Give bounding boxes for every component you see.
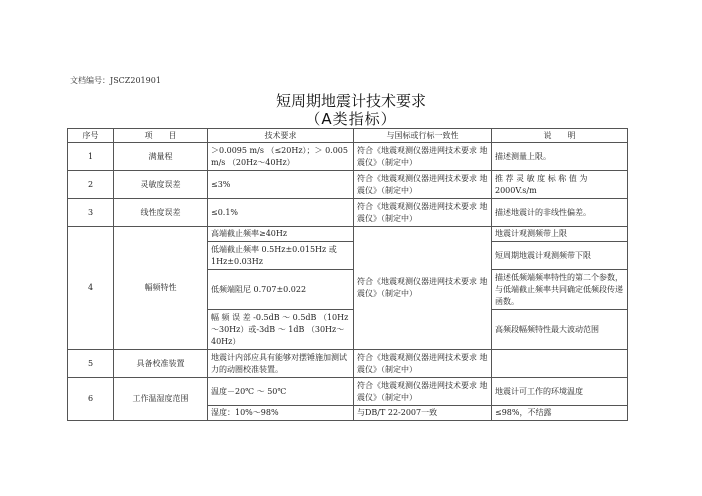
document-number: 文档编号：JSCZ201901 (70, 76, 161, 85)
row-no: 5 (68, 350, 114, 378)
table-row (68, 227, 628, 242)
row-requirement: ＞0.0095 m/s （≤20Hz）；＞ 0.005 m/s （20Hz～40Hz） (208, 143, 354, 171)
row-note: 描述测量上限。 (492, 143, 628, 171)
row-item: 灵敏度误差 (114, 171, 208, 199)
table-row (68, 143, 628, 171)
row-no: 6 (68, 378, 114, 421)
header-consistency: 与国标或行标一致性 (354, 129, 492, 143)
row-consistency: 与DB/T 22-2007一致 (354, 406, 492, 421)
row-consistency: 符合《地震观测仪器进网技术要求 地震仪》（制定中） (354, 227, 492, 350)
row-requirement: 低端截止频率 0.5Hz±0.015Hz 或 1Hz±0.03Hz (208, 242, 354, 270)
row-no: 3 (68, 199, 114, 227)
row-note: 高频段幅频特性最大波动范围 (492, 310, 628, 350)
row-requirement: ≤0.1% (208, 199, 354, 227)
row-requirement: 湿度：10%～98% (208, 406, 354, 421)
row-consistency: 符合《地震观测仪器进网技术要求 地震仪》（制定中） (354, 171, 492, 199)
page-subtitle: （A类指标） (305, 110, 397, 128)
row-consistency: 符合《地震观测仪器进网技术要求 地震仪》（制定中） (354, 378, 492, 406)
row-note (492, 350, 628, 378)
row-item: 工作温湿度范围 (114, 378, 208, 421)
row-requirement: 幅 频 误 差 -0.5dB ～ 0.5dB （10Hz～30Hz）或-3dB ～ 1dB （30Hz～40Hz） (208, 310, 354, 350)
row-note: 地震计观测频带上限 (492, 227, 628, 242)
row-note: 短周期地震计观测频带下限 (492, 242, 628, 270)
row-requirement: 地震计内部应具有能够对摆锤施加测试力的动圈校准装置。 (208, 350, 354, 378)
row-note: 推 荐 灵 敏 度 标 称 值 为 2000V.s/m (492, 171, 628, 199)
row-note: 描述地震计的非线性偏差。 (492, 199, 628, 227)
row-note: ≤98%，不结露 (492, 406, 628, 421)
row-note: 地震计可工作的环境温度 (492, 378, 628, 406)
header-item: 项 目 (114, 129, 208, 143)
row-consistency: 符合《地震观测仪器进网技术要求 地震仪》（制定中） (354, 143, 492, 171)
row-requirement: 高端截止频率≥40Hz (208, 227, 354, 242)
header-note: 说 明 (492, 129, 628, 143)
row-item: 满量程 (114, 143, 208, 171)
row-consistency: 符合《地震观测仪器进网技术要求 地震仪》（制定中） (354, 350, 492, 378)
table-row (68, 378, 628, 406)
row-item: 具备校准装置 (114, 350, 208, 378)
table-header-row (68, 129, 628, 143)
page-title: 短周期地震计技术要求 (275, 92, 426, 110)
table-row (68, 350, 628, 378)
row-no: 4 (68, 227, 114, 350)
row-note: 描述低频端频率特性的第二个参数，与低端截止频率共同确定低频段传递函数。 (492, 270, 628, 310)
row-consistency: 符合《地震观测仪器进网技术要求 地震仪》（制定中） (354, 199, 492, 227)
row-requirement: 温度－20℃ ～ 50℃ (208, 378, 354, 406)
row-requirement: 低频端阻尼 0.707±0.022 (208, 270, 354, 310)
requirements-table (67, 128, 628, 421)
header-no: 序号 (68, 129, 114, 143)
table-row (68, 199, 628, 227)
row-item: 幅频特性 (114, 227, 208, 350)
row-no: 2 (68, 171, 114, 199)
table-row (68, 171, 628, 199)
row-item: 线性度误差 (114, 199, 208, 227)
header-requirement: 技术要求 (208, 129, 354, 143)
row-requirement: ≤3% (208, 171, 354, 199)
row-no: 1 (68, 143, 114, 171)
